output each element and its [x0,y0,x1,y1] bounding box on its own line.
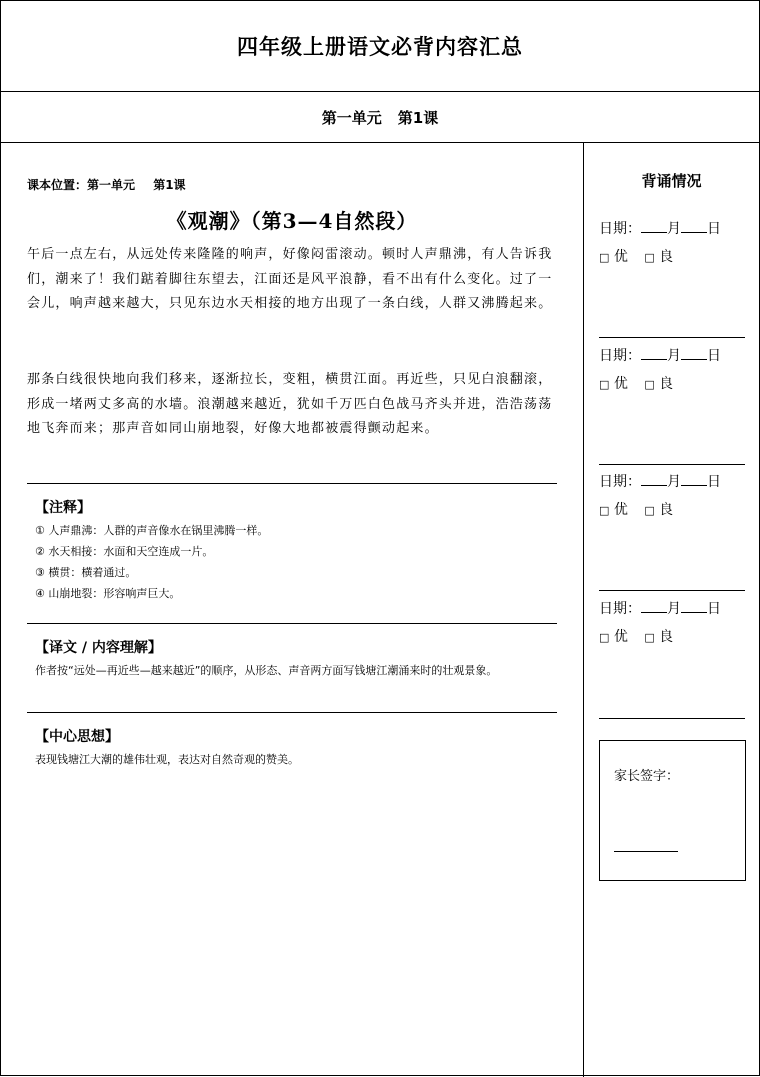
signature-line[interactable] [614,851,678,852]
day-blank[interactable] [681,220,707,233]
passage-paragraph-2: 那条白线很快地向我们移来，逐渐拉长，变粗，横贯江面。再近些，只见白浪翻滚，形成一堵两丈多高的水墙。浪潮越来越近，犹如千万匹白色战马齐头并进，浩浩荡荡地飞奔而来；那声音如同山崩地裂，好像大地都被震得颤动起来。 [27,372,553,436]
lesson-label: 第1课 [397,108,439,127]
date-line: 日期： 月 日 [599,221,721,237]
checkbox-good[interactable]: □ [644,631,655,644]
section-divider [27,483,557,484]
notes-heading: 【注释】 [35,500,91,516]
record-divider [599,718,745,719]
note-item: ③ 横贯：横着通过。 [35,566,137,579]
passage-paragraph-1: 午后一点左右，从远处传来隆隆的响声，好像闷雷滚动。顿时人声鼎沸，有人告诉我们，潮来了！我们踮着脚往东望去，江面还是风平浪静，看不出有什么变化。过了一会儿，响声越来越大，只见东边水天相接的地方出现了一条白线，人群又沸腾起来。 [27,247,553,311]
record-divider [599,590,745,591]
location-unit: 课本位置：第一单元 [27,178,136,192]
checkbox-good[interactable]: □ [644,504,655,517]
theme-heading: 【中心思想】 [35,729,119,745]
grade-excellent: 优 [613,249,628,265]
date-line: 日期： 月 日 [599,601,721,617]
note-item: ① 人声鼎沸：人群的声音像水在锅里沸腾一样。 [35,524,269,537]
column-divider [583,143,584,1077]
note-item: ② 水天相接：水面和天空连成一片。 [35,545,214,558]
recitation-title: 背诵情况 [641,172,702,190]
grade-good: 良 [659,376,674,392]
month-blank[interactable] [641,600,667,613]
page-title-band [1,1,759,92]
grade-good: 良 [659,629,674,645]
record-divider [599,464,745,465]
unit-label: 第一单元 [321,108,382,127]
checkbox-excellent[interactable]: □ [599,251,610,264]
month-blank[interactable] [641,220,667,233]
day-blank[interactable] [681,600,707,613]
date-line: 日期： 月 日 [599,474,721,490]
grade-options [599,373,673,393]
day-blank[interactable] [681,347,707,360]
checkbox-good[interactable]: □ [644,251,655,264]
grade-good: 良 [659,502,674,518]
checkbox-good[interactable]: □ [644,378,655,391]
theme-text: 表现钱塘江大潮的雄伟壮观，表达对自然奇观的赞美。 [35,753,299,766]
parent-signature-box [599,740,746,881]
checkbox-excellent[interactable]: □ [599,631,610,644]
month-blank[interactable] [641,473,667,486]
textbook-location [27,176,186,193]
note-item: ④ 山崩地裂：形容响声巨大。 [35,587,181,600]
parent-signature-label: 家长签字： [614,769,680,784]
grade-options [599,626,673,646]
translation-text: 作者按“远处—再近些—越来越近”的顺序，从形态、声音两方面写钱塘江潮涌来时的壮观景象。 [35,664,498,677]
grade-options [599,499,673,519]
grade-excellent: 优 [613,376,628,392]
grade-options [599,246,673,266]
checkbox-excellent[interactable]: □ [599,504,610,517]
page-title: 四年级上册语文必背内容汇总 [237,35,523,59]
section-divider [27,712,557,713]
checkbox-excellent[interactable]: □ [599,378,610,391]
section-divider [27,623,557,624]
lesson-title: 《观潮》（第3—4自然段） [166,209,418,233]
grade-excellent: 优 [613,629,628,645]
day-blank[interactable] [681,473,707,486]
record-divider [599,337,745,338]
translation-heading: 【译文 / 内容理解】 [35,640,162,656]
month-blank[interactable] [641,347,667,360]
unit-lesson-bar [1,92,759,143]
date-line: 日期： 月 日 [599,348,721,364]
grade-good: 良 [659,249,674,265]
grade-excellent: 优 [613,502,628,518]
location-lesson: 第1课 [153,178,186,192]
